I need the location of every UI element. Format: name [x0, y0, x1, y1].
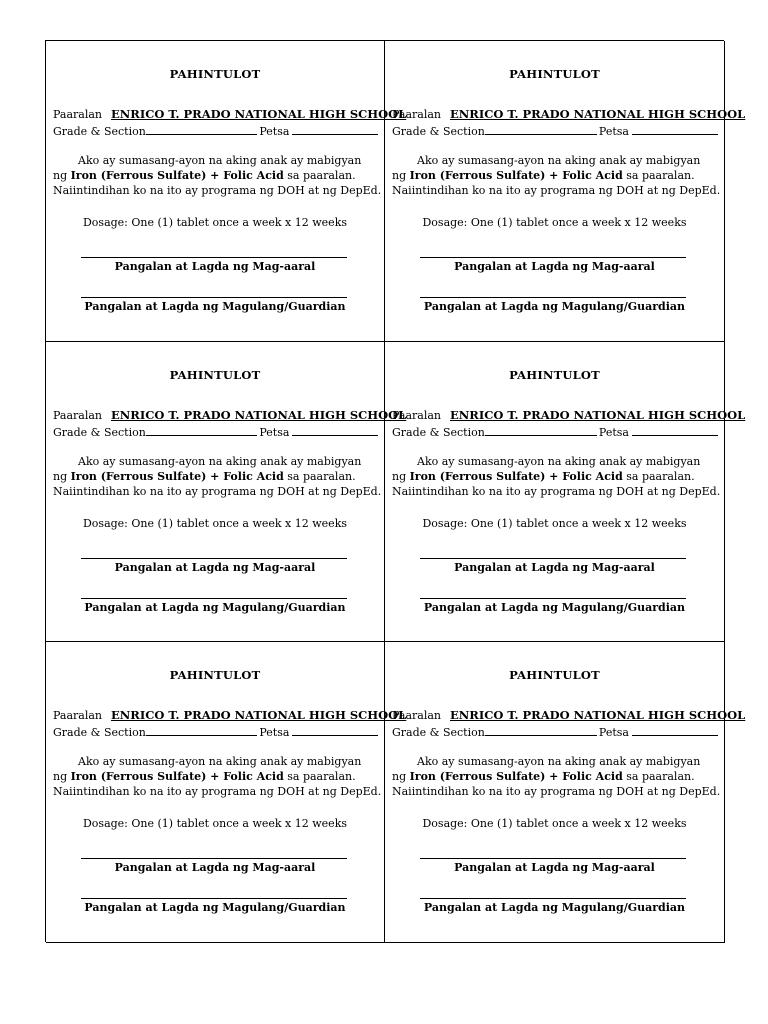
student-signature-line[interactable] — [420, 858, 686, 859]
consent-line-2-post: sa paaralan. — [283, 770, 356, 783]
consent-line-1: Ako ay sumasang-ayon na aking anak ay mabigyan — [417, 154, 701, 167]
consent-text — [53, 153, 380, 198]
parent-signature-label: Pangalan at Lagda ng Magulang/Guardian — [423, 901, 686, 914]
school-label: Paaralan — [53, 108, 103, 121]
school-line — [53, 708, 407, 723]
grade-section-label: Grade & Section — [53, 726, 146, 739]
dosage-text: Dosage: One (1) tablet once a week x 12 weeks — [422, 216, 687, 229]
consent-medicine: Iron (Ferrous Sulfate) + Folic Acid — [409, 770, 623, 783]
petsa-blank[interactable] — [292, 123, 378, 135]
school-name: ENRICO T. PRADO NATIONAL HIGH SCHOOL — [111, 408, 407, 422]
consent-slip — [46, 41, 407, 342]
consent-line-2-post: sa paaralan. — [622, 169, 695, 182]
school-label: Paaralan — [53, 709, 103, 722]
consent-line-3: Naiintindihan ko na ito ay programa ng DOH at ng DepEd. — [53, 485, 382, 498]
petsa-blank[interactable] — [632, 123, 718, 135]
consent-line-2-pre: ng — [392, 770, 410, 783]
consent-line-2-post: sa paaralan. — [283, 169, 356, 182]
school-line — [53, 107, 407, 122]
school-line — [392, 708, 746, 723]
dosage-text: Dosage: One (1) tablet once a week x 12 weeks — [82, 216, 348, 229]
grade-section-blank[interactable] — [146, 123, 258, 135]
petsa-blank[interactable] — [632, 724, 718, 736]
student-signature-label: Pangalan at Lagda ng Mag-aaral — [114, 561, 316, 574]
grade-section-line — [392, 123, 718, 139]
consent-medicine: Iron (Ferrous Sulfate) + Folic Acid — [409, 470, 623, 483]
slip-title: PAHINTULOT — [169, 668, 261, 682]
student-signature-line[interactable] — [81, 858, 347, 859]
consent-line-3: Naiintindihan ko na ito ay programa ng DOH at ng DepEd. — [53, 785, 382, 798]
grade-section-line — [53, 123, 378, 139]
consent-line-1: Ako ay sumasang-ayon na aking anak ay mabigyan — [78, 154, 362, 167]
school-name: ENRICO T. PRADO NATIONAL HIGH SCHOOL — [450, 408, 746, 422]
petsa-label: Petsa — [259, 125, 290, 138]
parent-signature-line[interactable] — [420, 898, 686, 899]
parent-signature-line[interactable] — [420, 598, 686, 599]
grade-section-line — [392, 424, 718, 440]
grade-section-blank[interactable] — [485, 123, 597, 135]
petsa-label: Petsa — [598, 125, 629, 138]
petsa-label: Petsa — [598, 726, 629, 739]
consent-line-3: Naiintindihan ko na ito ay programa ng DOH at ng DepEd. — [392, 184, 721, 197]
dosage-text: Dosage: One (1) tablet once a week x 12 weeks — [422, 817, 687, 830]
grade-section-line — [53, 424, 378, 440]
consent-text — [53, 454, 380, 499]
student-signature-label: Pangalan at Lagda ng Mag-aaral — [454, 561, 655, 574]
consent-line-1: Ako ay sumasang-ayon na aking anak ay mabigyan — [417, 455, 701, 468]
consent-medicine: Iron (Ferrous Sulfate) + Folic Acid — [409, 169, 623, 182]
consent-slip — [46, 342, 407, 642]
dosage-text: Dosage: One (1) tablet once a week x 12 weeks — [422, 517, 687, 530]
consent-slip — [385, 41, 746, 342]
school-line — [53, 408, 407, 423]
consent-slip-grid — [45, 40, 746, 942]
consent-medicine: Iron (Ferrous Sulfate) + Folic Acid — [70, 770, 284, 783]
grade-section-label: Grade & Section — [392, 426, 485, 439]
school-name: ENRICO T. PRADO NATIONAL HIGH SCHOOL — [111, 708, 407, 722]
consent-line-2-pre: ng — [53, 169, 71, 182]
consent-medicine: Iron (Ferrous Sulfate) + Folic Acid — [70, 169, 284, 182]
student-signature-line[interactable] — [420, 257, 686, 258]
dosage-text: Dosage: One (1) tablet once a week x 12 weeks — [82, 517, 348, 530]
grade-section-blank[interactable] — [146, 724, 258, 736]
consent-line-2-post: sa paaralan. — [622, 770, 695, 783]
school-label: Paaralan — [392, 409, 442, 422]
parent-signature-label: Pangalan at Lagda ng Magulang/Guardian — [84, 601, 346, 614]
consent-line-1: Ako ay sumasang-ayon na aking anak ay mabigyan — [78, 755, 362, 768]
consent-slip — [385, 642, 746, 943]
consent-line-3: Naiintindihan ko na ito ay programa ng DOH at ng DepEd. — [392, 785, 721, 798]
student-signature-line[interactable] — [420, 558, 686, 559]
slip-title: PAHINTULOT — [509, 668, 600, 682]
school-label: Paaralan — [392, 108, 442, 121]
consent-line-2-pre: ng — [392, 470, 410, 483]
consent-slip — [46, 642, 407, 943]
consent-text — [392, 454, 720, 499]
grade-section-label: Grade & Section — [392, 726, 485, 739]
parent-signature-line[interactable] — [81, 297, 347, 298]
parent-signature-line[interactable] — [420, 297, 686, 298]
slip-title: PAHINTULOT — [509, 368, 600, 382]
consent-line-1: Ako ay sumasang-ayon na aking anak ay mabigyan — [417, 755, 701, 768]
school-line — [392, 408, 746, 423]
consent-line-2-pre: ng — [392, 169, 410, 182]
dosage-text: Dosage: One (1) tablet once a week x 12 weeks — [82, 817, 348, 830]
consent-line-3: Naiintindihan ko na ito ay programa ng DOH at ng DepEd. — [53, 184, 382, 197]
parent-signature-label: Pangalan at Lagda ng Magulang/Guardian — [423, 601, 686, 614]
consent-line-2-pre: ng — [53, 770, 71, 783]
school-label: Paaralan — [53, 409, 103, 422]
petsa-label: Petsa — [259, 726, 290, 739]
grade-section-label: Grade & Section — [392, 125, 485, 138]
student-signature-line[interactable] — [81, 257, 347, 258]
grade-section-blank[interactable] — [146, 424, 258, 436]
consent-line-2-pre: ng — [53, 470, 71, 483]
grade-section-blank[interactable] — [485, 724, 597, 736]
consent-medicine: Iron (Ferrous Sulfate) + Folic Acid — [70, 470, 284, 483]
parent-signature-line[interactable] — [81, 898, 347, 899]
consent-line-1: Ako ay sumasang-ayon na aking anak ay mabigyan — [78, 455, 362, 468]
grade-section-line — [53, 724, 378, 740]
petsa-blank[interactable] — [292, 424, 378, 436]
student-signature-label: Pangalan at Lagda ng Mag-aaral — [454, 861, 655, 874]
consent-line-2-post: sa paaralan. — [622, 470, 695, 483]
petsa-blank[interactable] — [632, 424, 718, 436]
grade-section-blank[interactable] — [485, 424, 597, 436]
parent-signature-label: Pangalan at Lagda ng Magulang/Guardian — [84, 901, 346, 914]
student-signature-label: Pangalan at Lagda ng Mag-aaral — [114, 260, 316, 273]
school-line — [392, 107, 746, 122]
consent-slip — [385, 342, 746, 642]
parent-signature-label: Pangalan at Lagda ng Magulang/Guardian — [423, 300, 686, 313]
school-name: ENRICO T. PRADO NATIONAL HIGH SCHOOL — [450, 708, 746, 722]
consent-line-2-post: sa paaralan. — [283, 470, 356, 483]
petsa-blank[interactable] — [292, 724, 378, 736]
grade-section-line — [392, 724, 718, 740]
petsa-label: Petsa — [259, 426, 290, 439]
parent-signature-line[interactable] — [81, 598, 347, 599]
school-name: ENRICO T. PRADO NATIONAL HIGH SCHOOL — [111, 107, 407, 121]
petsa-label: Petsa — [598, 426, 629, 439]
parent-signature-label: Pangalan at Lagda ng Magulang/Guardian — [84, 300, 346, 313]
consent-line-3: Naiintindihan ko na ito ay programa ng DOH at ng DepEd. — [392, 485, 721, 498]
consent-text — [392, 754, 720, 799]
consent-text — [392, 153, 720, 198]
school-label: Paaralan — [392, 709, 442, 722]
student-signature-line[interactable] — [81, 558, 347, 559]
grade-section-label: Grade & Section — [53, 426, 146, 439]
slip-title: PAHINTULOT — [509, 67, 600, 81]
consent-text — [53, 754, 380, 799]
slip-title: PAHINTULOT — [169, 368, 261, 382]
slip-title: PAHINTULOT — [169, 67, 261, 81]
school-name: ENRICO T. PRADO NATIONAL HIGH SCHOOL — [450, 107, 746, 121]
student-signature-label: Pangalan at Lagda ng Mag-aaral — [114, 861, 316, 874]
student-signature-label: Pangalan at Lagda ng Mag-aaral — [454, 260, 655, 273]
grade-section-label: Grade & Section — [53, 125, 146, 138]
